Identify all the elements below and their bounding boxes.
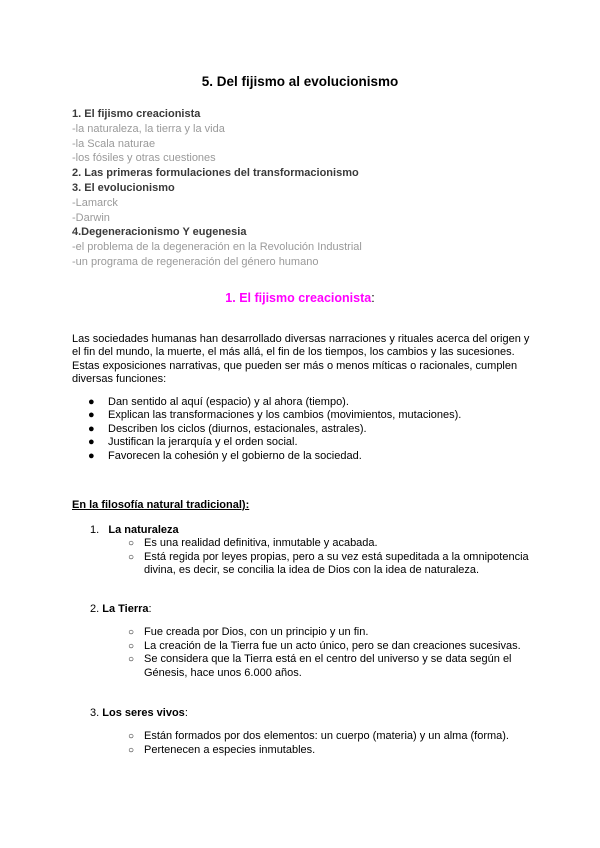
numbered-item-heading bbox=[72, 706, 542, 720]
sub-points bbox=[72, 730, 542, 757]
item-number: 1. bbox=[90, 524, 100, 536]
bullet-icon: ● bbox=[88, 396, 95, 408]
list-item bbox=[72, 744, 542, 758]
intro-text: Las sociedades humanas han desarrollado diversas narraciones y rituales acerca del origen y el fin del mundo, la muerte, el más allá, el fin de los tiempos, los cambios y las sucesiones. Estas exposiciones narrativas, que pueden ser más o menos míticas o racionales, cumplen diversas funciones: bbox=[72, 333, 530, 386]
list-item-text: Dan sentido al aquí (espacio) y al ahora (tiempo). bbox=[108, 396, 349, 408]
item-suffix: : bbox=[184, 707, 188, 719]
item-label: La naturaleza bbox=[108, 524, 179, 536]
item-number: 2. bbox=[90, 603, 100, 615]
list-item bbox=[72, 640, 542, 654]
list-item bbox=[72, 537, 542, 551]
toc-item: -el problema de la degeneración en la Revolución Industrial bbox=[72, 241, 362, 254]
intro-paragraph bbox=[72, 333, 530, 387]
circle-bullet-icon: ○ bbox=[128, 538, 135, 549]
circle-bullet-icon: ○ bbox=[128, 654, 135, 666]
list-item-text: Describen los ciclos (diurnos, estacionales, astrales). bbox=[108, 422, 367, 435]
section-heading bbox=[0, 291, 600, 305]
functions-list bbox=[72, 396, 542, 463]
table-of-contents bbox=[72, 107, 542, 270]
numbered-item-heading bbox=[72, 602, 542, 616]
list-item-text: Explican las transformaciones y los cambios (movimientos, mutaciones). bbox=[108, 409, 462, 422]
list-item bbox=[72, 450, 542, 463]
numbered-item-tierra bbox=[72, 602, 542, 680]
page-title: 5. Del fijismo al evolucionismo bbox=[201, 74, 399, 89]
toc-item: -la naturaleza, la tierra y la vida bbox=[72, 122, 225, 135]
list-item bbox=[72, 396, 542, 409]
list-item bbox=[72, 436, 542, 449]
sub-points bbox=[72, 537, 542, 578]
list-item-text: La creación de la Tierra fue un acto único, pero se dan creaciones sucesivas. bbox=[144, 639, 521, 652]
toc-item: 1. El fijismo creacionista bbox=[72, 108, 201, 120]
sub-points bbox=[72, 626, 542, 680]
circle-bullet-icon: ○ bbox=[128, 627, 135, 638]
numbered-item-naturaleza bbox=[72, 523, 542, 578]
item-label: La Tierra bbox=[102, 603, 149, 615]
toc-item: -Lamarck bbox=[72, 196, 118, 209]
circle-bullet-icon: ○ bbox=[128, 731, 135, 742]
list-item bbox=[72, 409, 542, 422]
list-item-text: Favorecen la cohesión y el gobierno de la sociedad. bbox=[108, 449, 362, 462]
toc-item: 3. El evolucionismo bbox=[72, 181, 175, 194]
toc-item: -un programa de regeneración del género humano bbox=[72, 255, 319, 268]
item-suffix: : bbox=[148, 603, 152, 615]
numbered-item-seres-vivos bbox=[72, 706, 542, 757]
list-item-text: Justifican la jerarquía y el orden social. bbox=[108, 436, 298, 449]
toc-item: 2. Las primeras formulaciones del transformacionismo bbox=[72, 167, 359, 180]
bullet-icon: ● bbox=[88, 409, 95, 422]
bullet-icon: ● bbox=[88, 449, 95, 462]
list-item-text: Se considera que la Tierra está en el centro del universo y se data según el Génesis, hace unos 6.000 años. bbox=[144, 653, 512, 679]
bullet-icon: ● bbox=[88, 422, 95, 435]
item-label: Los seres vivos bbox=[102, 707, 185, 719]
list-item bbox=[72, 551, 542, 578]
subsection-heading: En la filosofía natural tradicional): bbox=[72, 499, 250, 511]
item-number: 3. bbox=[90, 707, 100, 719]
bullet-icon: ● bbox=[88, 436, 95, 449]
circle-bullet-icon: ○ bbox=[128, 640, 135, 652]
list-item-text: Están formados por dos elementos: un cuerpo (materia) y un alma (forma). bbox=[144, 730, 509, 742]
list-item bbox=[72, 730, 542, 744]
toc-item: -la Scala naturae bbox=[72, 137, 156, 150]
list-item-text: Pertenecen a especies inmutables. bbox=[144, 743, 316, 756]
list-item-text: Fue creada por Dios, con un principio y un fin. bbox=[144, 626, 369, 638]
list-item bbox=[72, 423, 542, 436]
numbered-item-heading bbox=[72, 523, 542, 537]
list-item-text: Es una realidad definitiva, inmutable y acabada. bbox=[144, 537, 378, 549]
list-item-text: Está regida por leyes propias, pero a su vez está supeditada a la omnipotencia divina, es decir, se concilia la idea de Dios con la idea de naturaleza. bbox=[144, 550, 529, 577]
toc-item: -Darwin bbox=[72, 211, 110, 224]
list-item bbox=[72, 626, 542, 640]
toc-item: 4.Degeneracionismo Y eugenesia bbox=[72, 226, 247, 239]
section-heading-suffix: : bbox=[371, 291, 375, 305]
section-heading-text: 1. El fijismo creacionista bbox=[225, 291, 372, 305]
circle-bullet-icon: ○ bbox=[128, 744, 135, 756]
toc-item: -los fósiles y otras cuestiones bbox=[72, 152, 216, 165]
circle-bullet-icon: ○ bbox=[128, 551, 135, 563]
list-item bbox=[72, 653, 542, 680]
